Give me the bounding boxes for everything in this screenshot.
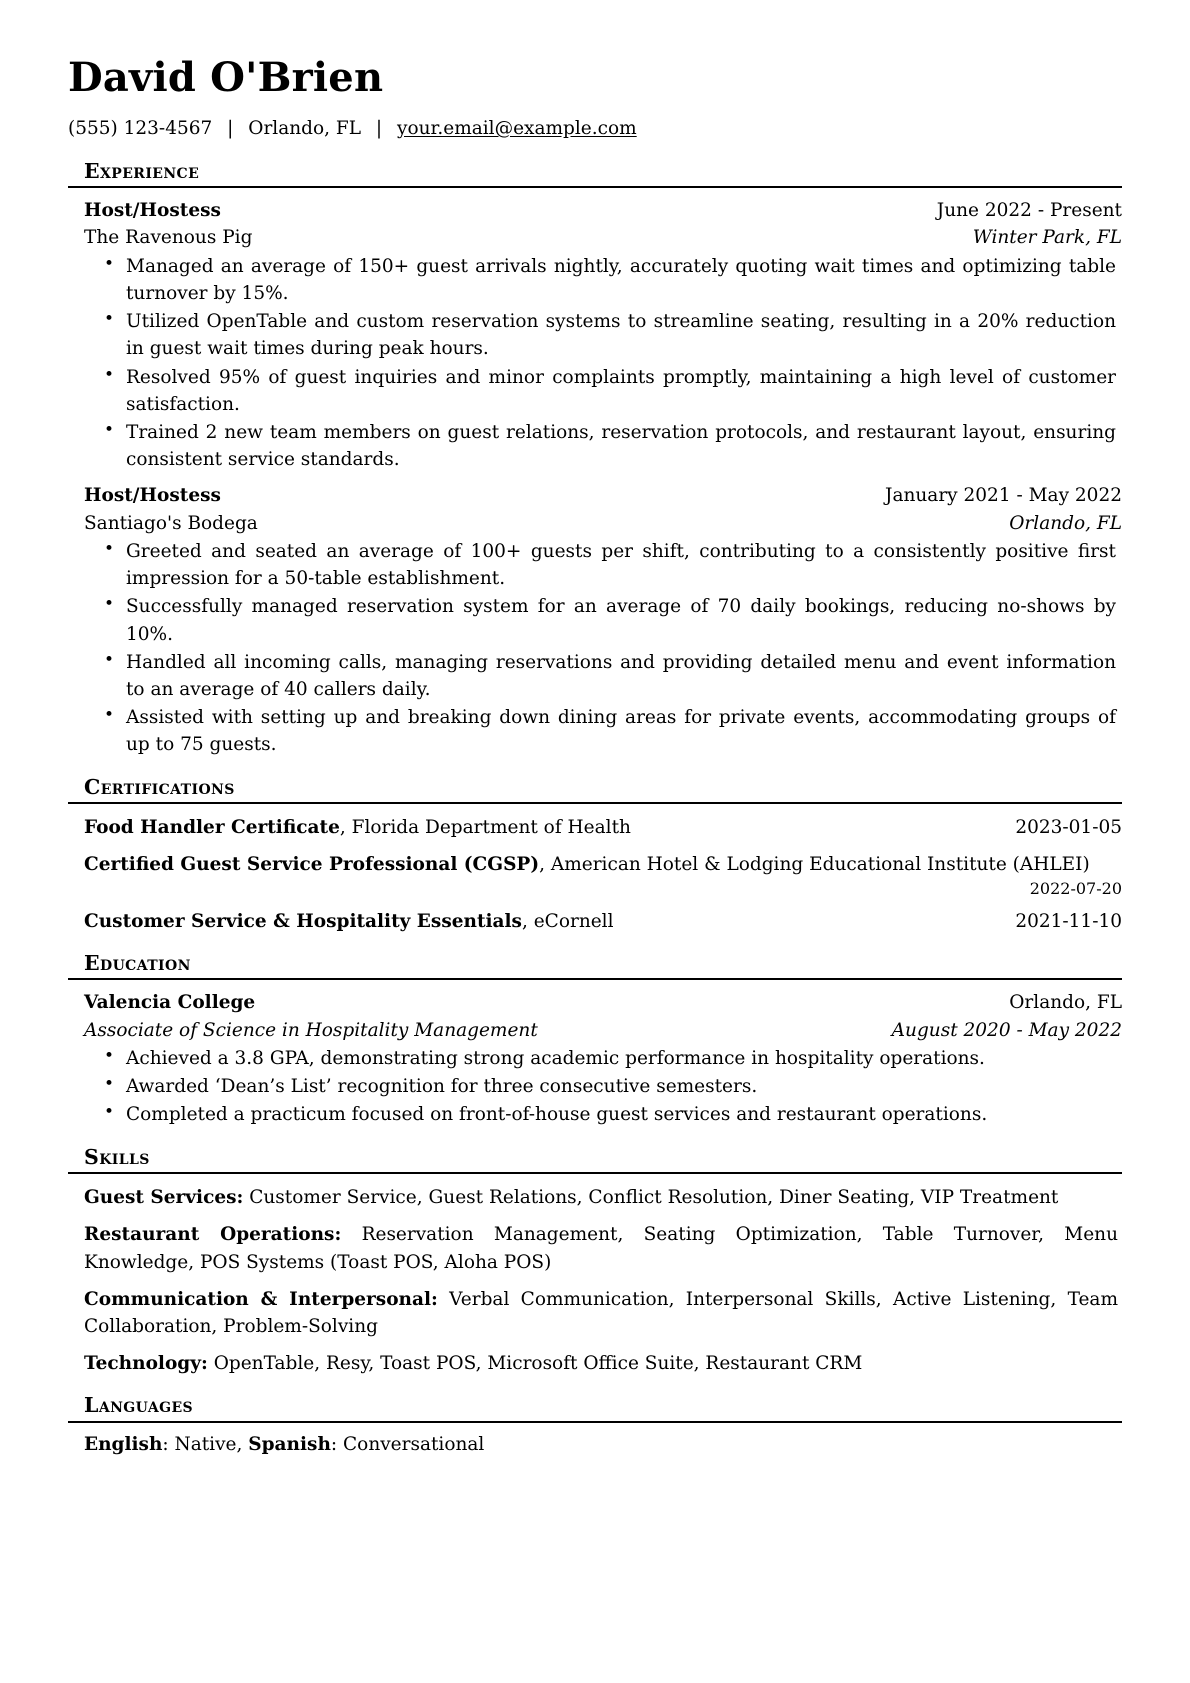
- certification-date: 2022-07-20: [1029, 878, 1122, 898]
- job-location: Winter Park, FL: [972, 227, 1122, 249]
- job-bullet: • Trained 2 new team members on guest relations, reservation protocols, and restaurant layout, ensuring consistent service standards.: [126, 419, 1118, 473]
- section-rule: [68, 186, 1122, 188]
- experience-entry-org-row: [68, 510, 1122, 537]
- section-heading-skills: Skills: [84, 1144, 150, 1169]
- candidate-name: David O'Brien: [68, 54, 384, 101]
- certification-date: 2023-01-05: [1015, 817, 1122, 839]
- school-location: Orlando, FL: [1009, 992, 1122, 1014]
- section-rule: [68, 802, 1122, 804]
- job-title: Host/Hostess: [84, 485, 221, 507]
- skill-category-label: Guest Services:: [84, 1187, 244, 1209]
- job-bullet-list: [68, 253, 1122, 474]
- job-bullet: • Utilized OpenTable and custom reservation systems to streamline seating, resulting in a 20% reduction in guest wait times during peak hours.: [126, 308, 1118, 362]
- experience-entry: [68, 482, 1122, 758]
- job-bullet-list: [68, 538, 1122, 759]
- email-link[interactable]: your.email@example.com: [397, 117, 637, 139]
- job-bullet: • Resolved 95% of guest inquiries and minor complaints promptly, maintaining a high level of customer satisfaction.: [126, 364, 1118, 418]
- certification-name: Customer Service & Hospitality Essentials: [84, 910, 522, 932]
- job-bullet: • Handled all incoming calls, managing reservations and providing detailed menu and event information to an average of 40 callers daily.: [126, 649, 1118, 703]
- section-heading-certifications: Certifications: [84, 774, 235, 799]
- skill-category-label: Restaurant Operations:: [84, 1224, 342, 1246]
- skill-items: Verbal Communication, Interpersonal Skills, Active Listening, Team Collaboration, Problem-Solving: [84, 1288, 1118, 1337]
- job-bullet: • Assisted with setting up and breaking down dining areas for private events, accommodating groups of up to 75 guests.: [126, 704, 1118, 758]
- contact-line: [68, 115, 1122, 143]
- language-name: Spanish: [248, 1433, 331, 1455]
- school-name: Valencia College: [84, 992, 256, 1014]
- skill-items: Reservation Management, Seating Optimization, Table Turnover, Menu Knowledge, POS Systems (Toast POS, Aloha POS): [84, 1224, 1118, 1273]
- experience-entry-org-row: [68, 224, 1122, 251]
- certification-row: [68, 841, 1122, 897]
- section-rule: [68, 978, 1122, 980]
- education-bullet: • Awarded ‘Dean’s List’ recognition for three consecutive semesters.: [126, 1073, 1118, 1100]
- section-heading-languages: Languages: [84, 1393, 194, 1418]
- section-education: [68, 952, 1122, 1129]
- contact-separator-1: |: [227, 117, 234, 139]
- language-level: : Native,: [162, 1433, 249, 1455]
- section-rule: [68, 1172, 1122, 1174]
- education-school-row: [68, 989, 1122, 1016]
- skill-group: [68, 1221, 1122, 1275]
- skill-category-label: Technology:: [84, 1353, 208, 1375]
- certification-row: [68, 814, 1122, 841]
- job-organization: The Ravenous Pig: [84, 227, 253, 249]
- section-heading-experience: Experience: [84, 158, 200, 183]
- job-dates: June 2022 - Present: [936, 200, 1122, 222]
- skill-items: OpenTable, Resy, Toast POS, Microsoft Office Suite, Restaurant CRM: [207, 1353, 863, 1375]
- experience-entry-title-row: [68, 197, 1122, 224]
- skill-group: [68, 1184, 1122, 1211]
- education-bullet: • Achieved a 3.8 GPA, demonstrating strong academic performance in hospitality operations.: [126, 1045, 1118, 1072]
- section-certifications: [68, 776, 1122, 935]
- section-languages: [68, 1394, 1122, 1458]
- certification-name: Food Handler Certificate: [84, 817, 340, 839]
- degree-dates: August 2020 - May 2022: [891, 1019, 1122, 1041]
- job-bullet: • Successfully managed reservation system for an average of 70 daily bookings, reducing no-shows by 10%.: [126, 593, 1118, 647]
- languages-row: [68, 1431, 1122, 1458]
- certification-text: [84, 851, 1114, 878]
- certification-issuer: , Florida Department of Health: [339, 817, 631, 839]
- certification-date: 2021-11-10: [1015, 910, 1122, 932]
- certification-issuer: , American Hotel & Lodging Educational Institute (AHLEI): [539, 854, 1090, 876]
- job-bullet: • Greeted and seated an average of 100+ guests per shift, contributing to a consistently positive first impression for a 50-table establishment.: [126, 538, 1118, 592]
- certification-name: Certified Guest Service Professional (CGSP): [84, 854, 540, 876]
- skill-category-label: Communication & Interpersonal:: [84, 1288, 438, 1310]
- certification-text-row: [68, 851, 1122, 878]
- job-dates: January 2021 - May 2022: [885, 485, 1122, 507]
- degree-name: Associate of Science in Hospitality Management: [84, 1019, 538, 1041]
- certification-row: [68, 908, 1122, 935]
- job-title: Host/Hostess: [84, 200, 221, 222]
- job-organization: Santiago's Bodega: [84, 512, 258, 534]
- job-bullet: • Managed an average of 150+ guest arrivals nightly, accurately quoting wait times and optimizing table turnover by 15%.: [126, 253, 1118, 307]
- education-bullet-list: [68, 1045, 1122, 1129]
- education-bullet: • Completed a practicum focused on front-of-house guest services and restaurant operations.: [126, 1101, 1118, 1128]
- experience-entry: [68, 197, 1122, 473]
- experience-entry-title-row: [68, 482, 1122, 509]
- section-skills: [68, 1146, 1122, 1378]
- education-entry: [68, 989, 1122, 1128]
- section-heading-education: Education: [84, 950, 191, 975]
- certification-text: [84, 814, 655, 841]
- certification-text: [84, 908, 638, 935]
- language-level: : Conversational: [330, 1433, 485, 1455]
- skill-items: Customer Service, Guest Relations, Conflict Resolution, Diner Seating, VIP Treatment: [243, 1187, 1059, 1209]
- job-location: Orlando, FL: [1009, 512, 1122, 534]
- section-experience: [68, 160, 1122, 759]
- education-degree-row: [68, 1017, 1122, 1044]
- resume-header: [68, 56, 1122, 143]
- skill-group: [68, 1286, 1122, 1340]
- candidate-location: Orlando, FL: [248, 117, 362, 139]
- section-rule: [68, 1421, 1122, 1423]
- phone-number: (555) 123-4567: [68, 117, 213, 139]
- contact-separator-2: |: [375, 117, 383, 139]
- skill-group: [68, 1350, 1122, 1377]
- language-name: English: [84, 1433, 163, 1455]
- certification-issuer: , eCornell: [521, 910, 614, 932]
